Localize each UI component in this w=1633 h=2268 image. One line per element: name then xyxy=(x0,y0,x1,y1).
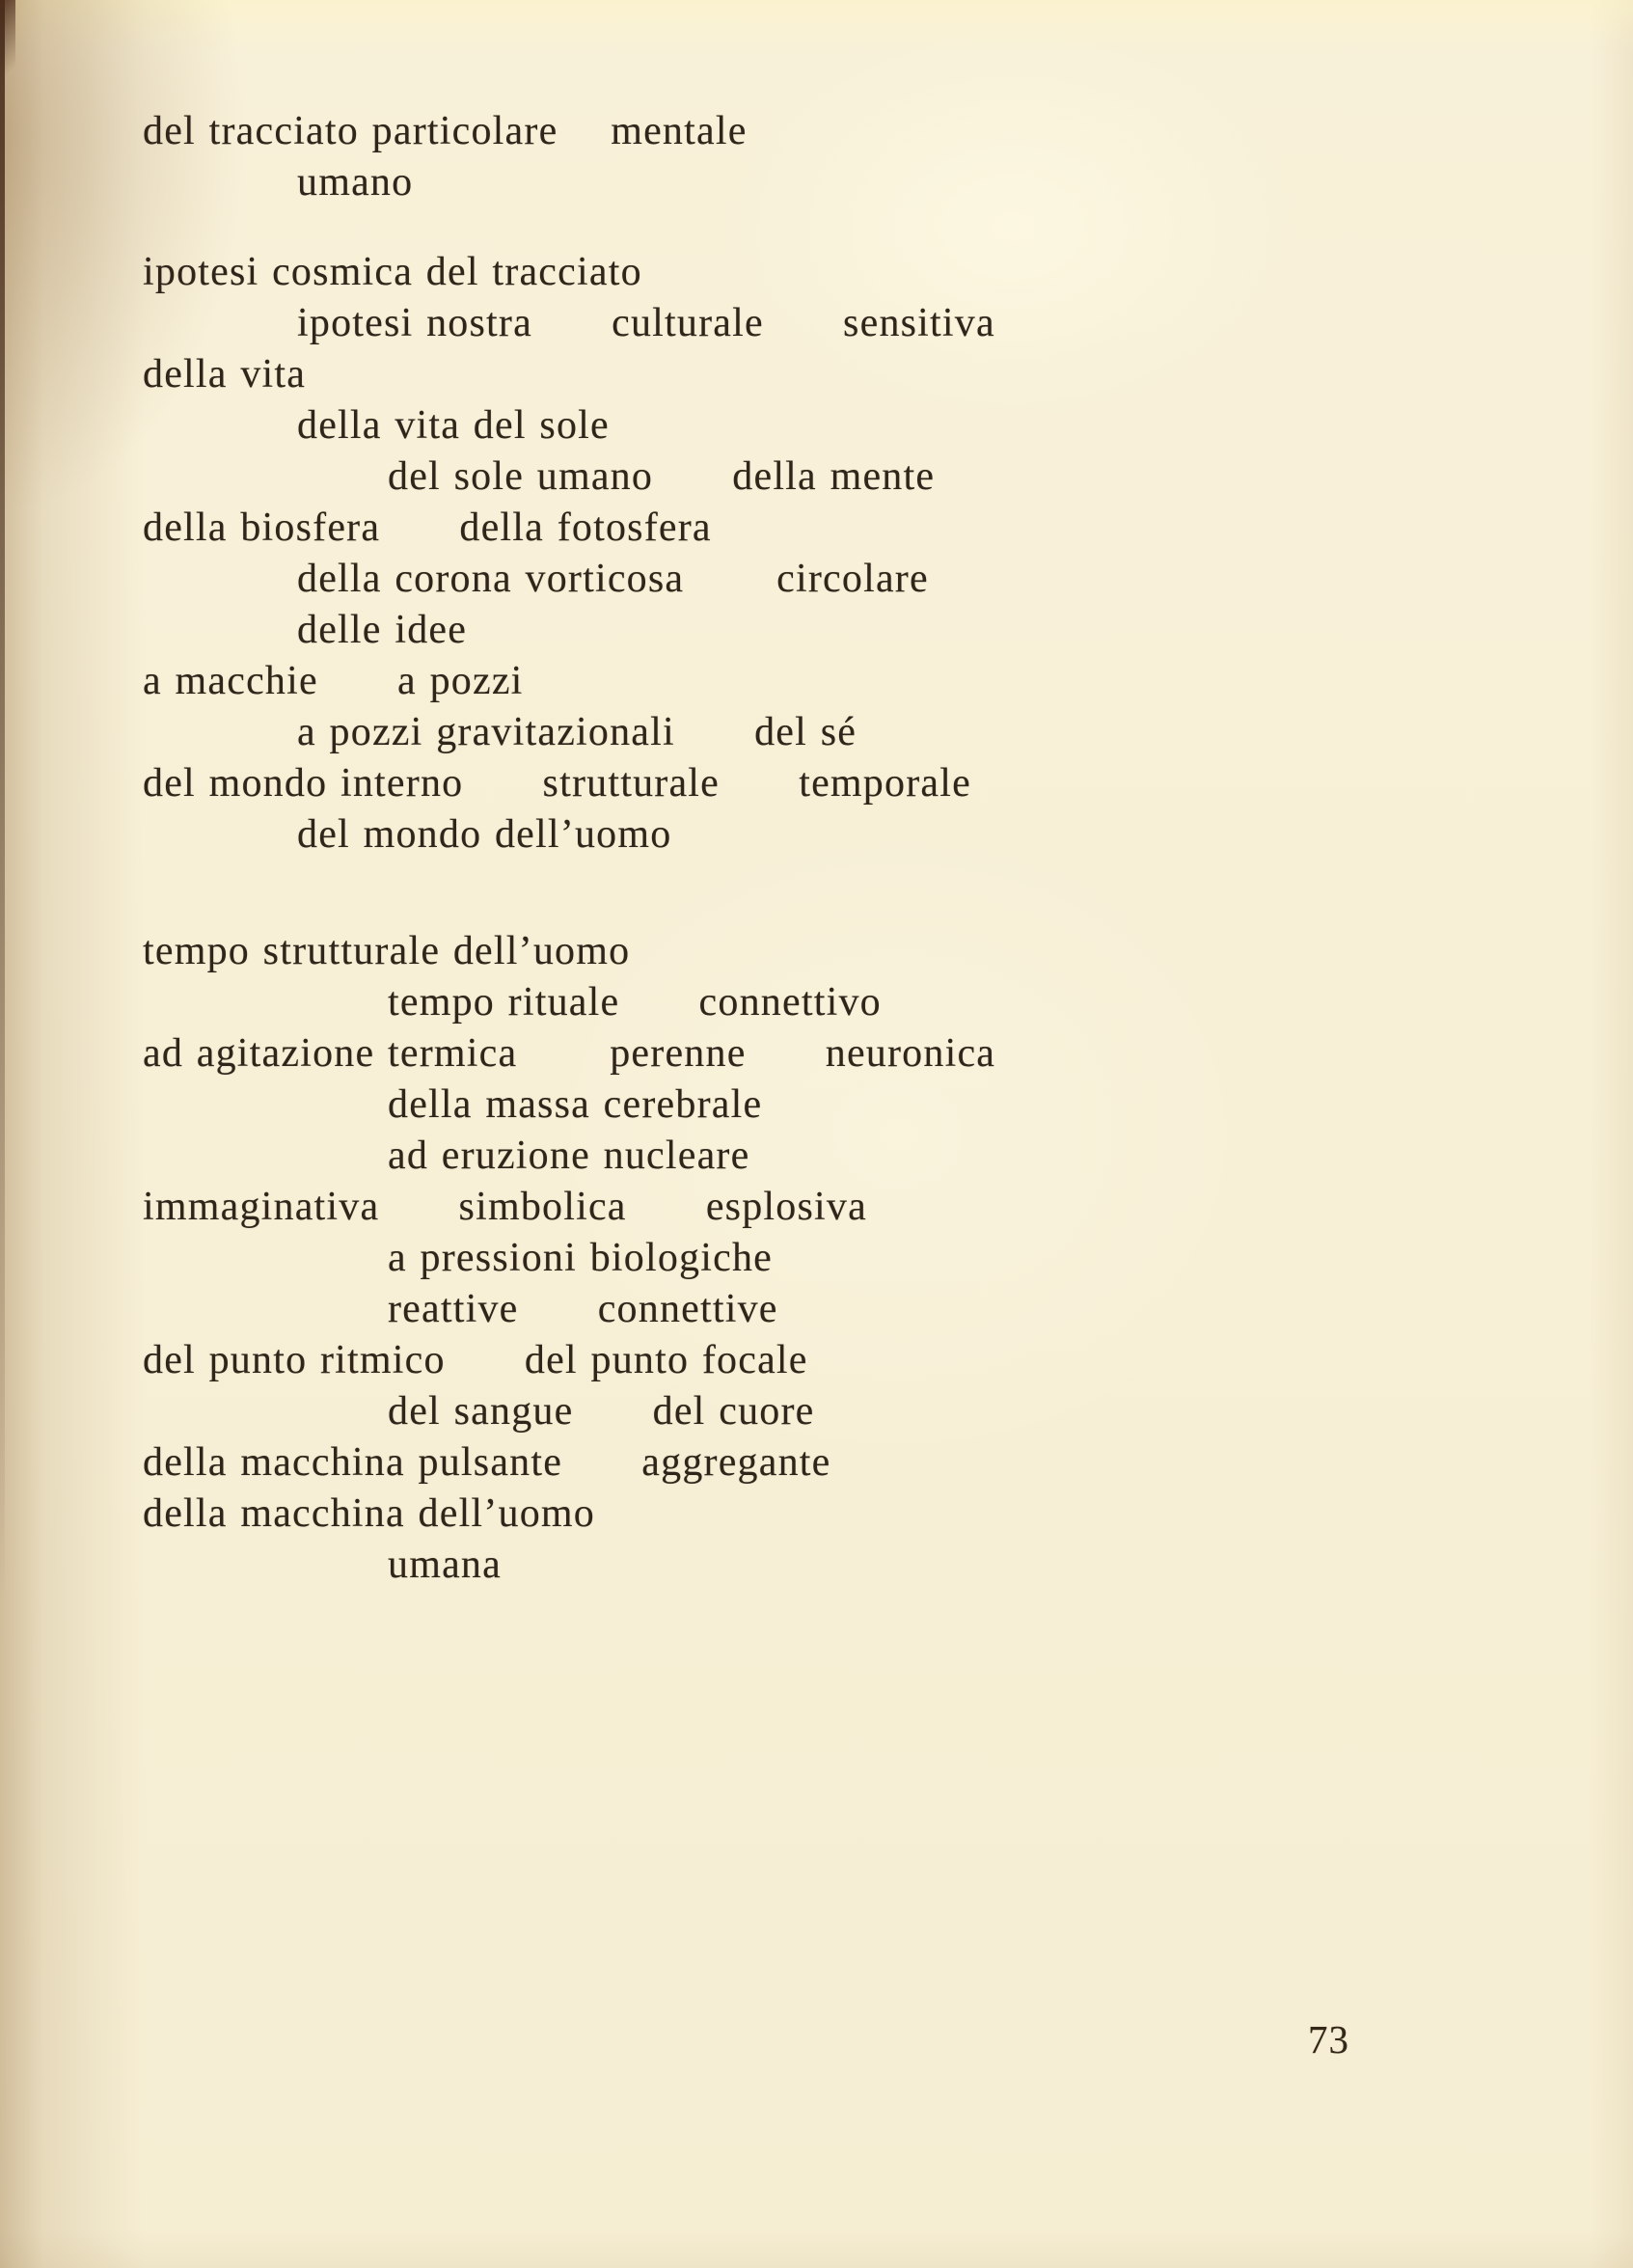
poem-line: ipotesi cosmica del tracciato xyxy=(143,250,642,294)
poem-line: del sole umano della mente xyxy=(388,454,936,499)
page-number: 73 xyxy=(1308,2017,1349,2062)
poem-line: a pressioni biologiche xyxy=(388,1236,773,1280)
stanza xyxy=(143,247,1397,861)
poem-line: del tracciato particolare mentale xyxy=(143,109,748,153)
poem xyxy=(143,106,1397,1591)
poem-line: della massa cerebrale xyxy=(388,1082,763,1127)
poem-line: della macchina pulsante aggregante xyxy=(143,1440,831,1485)
poem-line: umano xyxy=(297,160,414,205)
poem-line: a pozzi gravitazionali del sé xyxy=(297,710,857,754)
poem-line: ipotesi nostra culturale sensitiva xyxy=(297,301,995,345)
stanza xyxy=(143,926,1397,1591)
poem-line: a macchie a pozzi xyxy=(143,659,524,703)
poem-line: del mondo interno strutturale temporale xyxy=(143,761,971,806)
poem-line: ad agitazione termica perenne neuronica xyxy=(143,1031,996,1076)
poem-line: della biosfera della fotosfera xyxy=(143,506,712,550)
poem-line: del mondo dell’uomo xyxy=(297,812,672,857)
stanza xyxy=(143,106,1397,208)
poem-line: della corona vorticosa circolare xyxy=(297,557,929,601)
scan-spine-shadow xyxy=(0,0,5,1688)
poem-line: ad eruzione nucleare xyxy=(388,1134,750,1178)
poem-line: tempo strutturale dell’uomo xyxy=(143,929,631,973)
poem-line: del punto ritmico del punto focale xyxy=(143,1338,808,1382)
poem-line: delle idee xyxy=(297,608,468,652)
poem-line: umana xyxy=(388,1543,502,1587)
poem-line: della macchina dell’uomo xyxy=(143,1491,595,1536)
poem-line: della vita del sole xyxy=(297,403,610,448)
poem-line: immaginativa simbolica esplosiva xyxy=(143,1185,867,1229)
poem-line: del sangue del cuore xyxy=(388,1389,815,1434)
poem-line: tempo rituale connettivo xyxy=(388,980,882,1025)
poem-line: della vita xyxy=(143,352,307,396)
scan-edge-artifact xyxy=(0,0,15,81)
poem-line: reattive connettive xyxy=(388,1287,778,1331)
